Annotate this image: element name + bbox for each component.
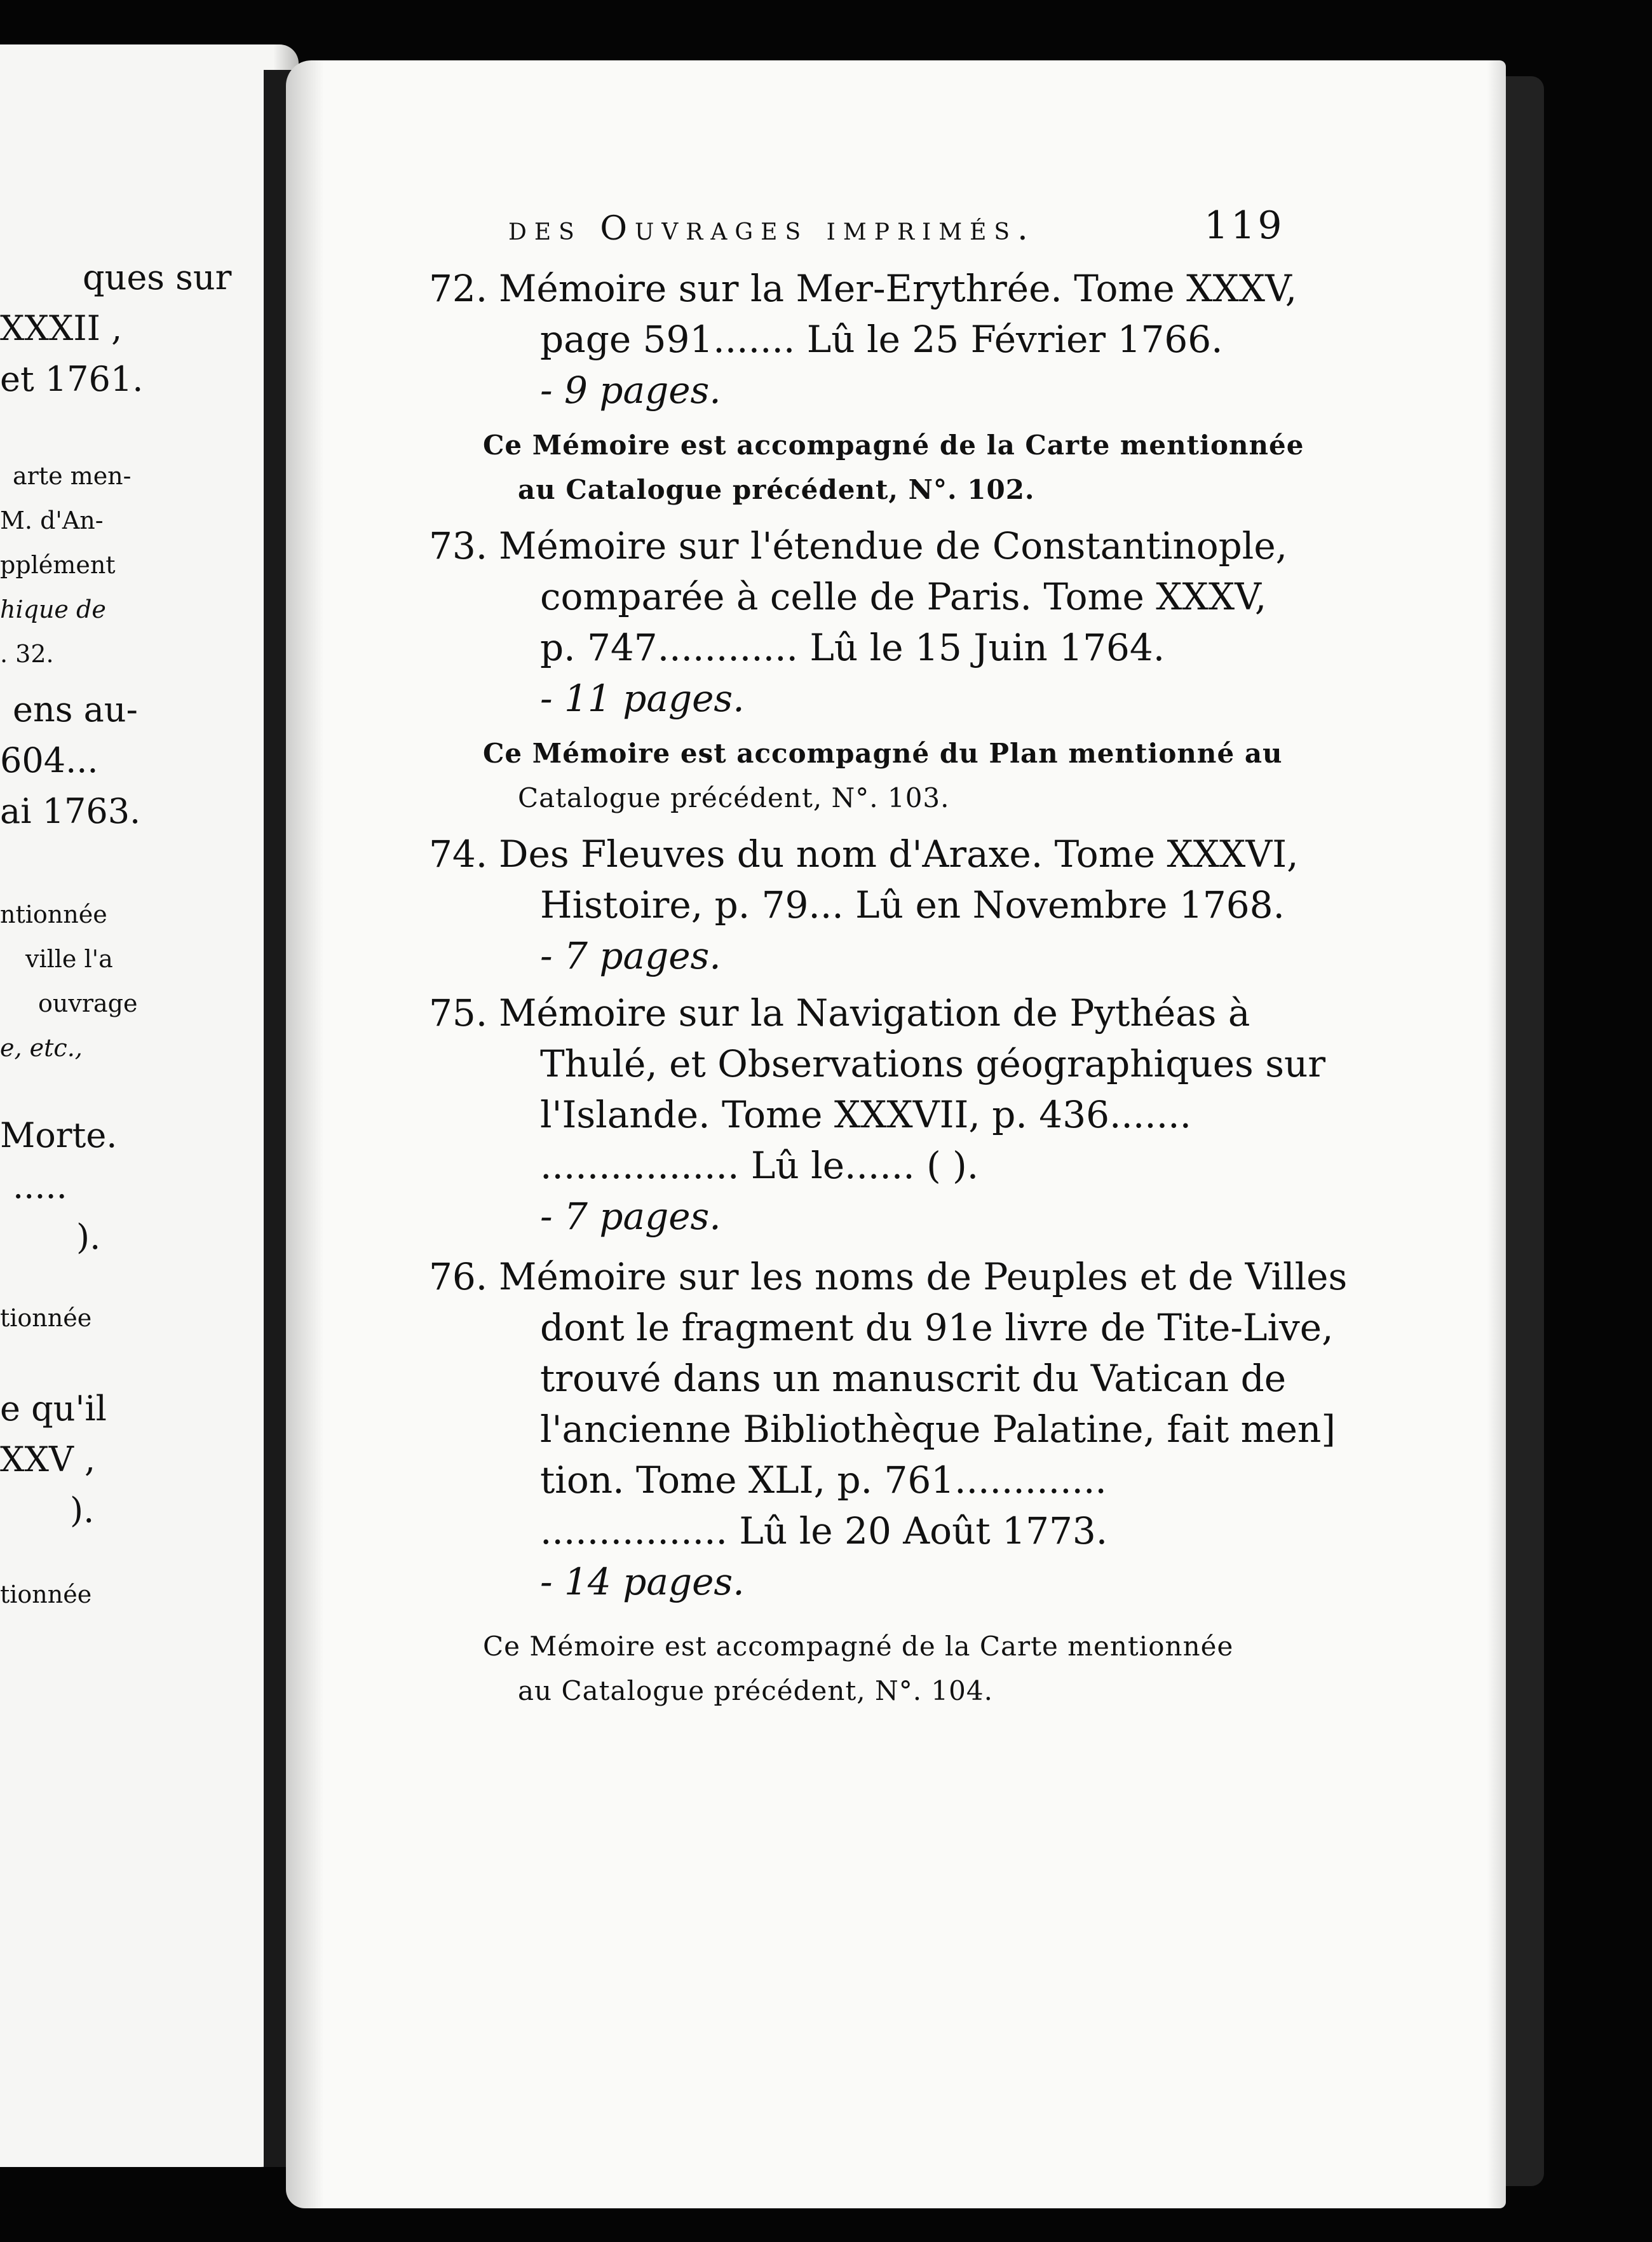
entry-line: Mémoire sur la Mer-Erythrée. Tome XXXV, <box>499 267 1297 310</box>
entry-line: Mémoire sur l'étendue de Constantinople, <box>499 524 1288 567</box>
left-fragment: Morte. <box>0 1115 118 1155</box>
entry-pages: - 7 pages. <box>540 1195 721 1238</box>
entry-line: Thulé, et Observations géographiques sur <box>540 1042 1326 1085</box>
page-edge <box>1506 76 1544 2186</box>
entry-line: dont le fragment du 91e livre de Tite-Live, <box>540 1306 1334 1349</box>
entry-note: Ce Mémoire est accompagné de la Carte mentionnée <box>483 1631 1234 1662</box>
entry-pages: - 9 pages. <box>540 369 721 412</box>
entry-line: Mémoire sur les noms de Peuples et de Villes <box>499 1255 1348 1298</box>
left-fragment: ). <box>76 1217 101 1257</box>
left-fragment: e qu'il <box>0 1389 107 1429</box>
left-fragment: arte men- <box>13 462 132 490</box>
left-facing-page <box>0 44 299 2167</box>
entry-pages: - 7 pages. <box>540 934 721 977</box>
entry-number: 74. <box>429 832 488 876</box>
left-fragment: pplément <box>0 551 116 579</box>
entry-note: au Catalogue précédent, N°. 102. <box>518 474 1035 505</box>
left-fragment: ques sur <box>83 257 232 297</box>
left-fragment: XXXII , <box>0 308 123 348</box>
left-fragment: tionnée <box>0 1304 92 1332</box>
left-fragment: ). <box>70 1490 95 1530</box>
left-fragment: XXV , <box>0 1439 96 1479</box>
left-fragment: e, etc., <box>0 1034 83 1062</box>
left-fragment: hique de <box>0 595 106 623</box>
left-fragment: . 32. <box>0 640 54 668</box>
entry-line: ................ Lû le 20 Août 1773. <box>540 1509 1108 1552</box>
entry-pages: - 14 pages. <box>540 1560 745 1603</box>
left-fragment: ens au- <box>13 690 138 730</box>
entry-note: Ce Mémoire est accompagné du Plan mentionné au <box>483 738 1283 769</box>
header-title: des Ouvrages imprimés. <box>508 210 1036 248</box>
page-number: 119 <box>1204 203 1285 248</box>
left-fragment: 604... <box>0 740 98 780</box>
left-fragment: et 1761. <box>0 359 144 399</box>
entry-pages: - 11 pages. <box>540 677 745 720</box>
entry-line: ................. Lû le...... ( ). <box>540 1144 979 1187</box>
left-fragment: ..... <box>13 1166 67 1206</box>
entry-line: l'Islande. Tome XXXVII, p. 436....... <box>540 1093 1192 1136</box>
running-header <box>508 210 1258 248</box>
left-fragment: M. d'An- <box>0 506 104 534</box>
entry-line: comparée à celle de Paris. Tome XXXV, <box>540 575 1267 618</box>
entry-line: trouvé dans un manuscrit du Vatican de <box>540 1357 1287 1400</box>
entry-number: 76. <box>429 1255 488 1298</box>
entry-note: Ce Mémoire est accompagné de la Carte mentionnée <box>483 430 1304 461</box>
left-fragment: ouvrage <box>38 989 138 1017</box>
entry-number: 75. <box>429 991 488 1035</box>
left-fragment: ai 1763. <box>0 791 141 831</box>
entry-line: Histoire, p. 79... Lû en Novembre 1768. <box>540 883 1285 927</box>
entry-number: 73. <box>429 524 488 567</box>
entry-line: p. 747............ Lû le 15 Juin 1764. <box>540 626 1165 669</box>
entry-number: 72. <box>429 267 488 310</box>
entry-line: tion. Tome XLI, p. 761............. <box>540 1458 1107 1502</box>
left-fragment: tionnée <box>0 1580 92 1608</box>
left-fragment: ntionnée <box>0 900 107 928</box>
entry-note: au Catalogue précédent, N°. 104. <box>518 1675 993 1706</box>
entry-line: Des Fleuves du nom d'Araxe. Tome XXXVI, <box>499 832 1299 876</box>
left-fragment: ville l'a <box>25 945 113 973</box>
entry-note: Catalogue précédent, N°. 103. <box>518 782 950 813</box>
entry-line: page 591....... Lû le 25 Février 1766. <box>540 318 1223 361</box>
entry-line: Mémoire sur la Navigation de Pythéas à <box>499 991 1250 1035</box>
entry-line: l'ancienne Bibliothèque Palatine, fait men] <box>540 1408 1336 1451</box>
